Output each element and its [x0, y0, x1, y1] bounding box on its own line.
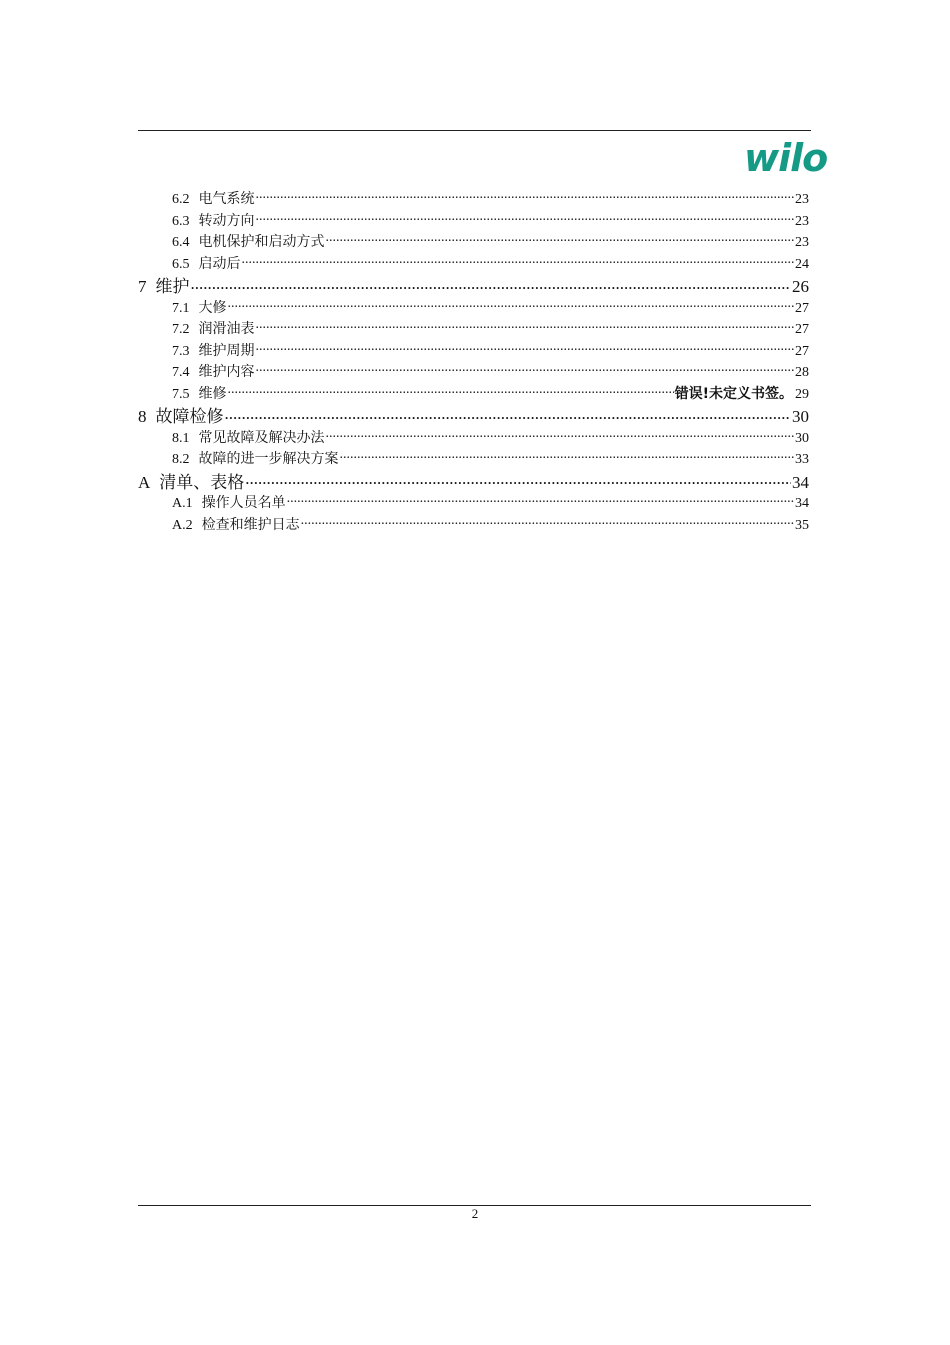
toc-entry-number: 6.2 [172, 192, 190, 207]
toc-entry-title: 维护内容 [198, 365, 255, 380]
toc-dot-leader [326, 428, 795, 442]
toc-section-entry[interactable] [138, 211, 809, 233]
toc-bookmark-error: 错误!未定义书签。 [674, 385, 793, 402]
toc-section-entry[interactable] [138, 319, 809, 341]
toc-entry-page: 30 [795, 430, 809, 446]
toc-entry-title: 维护 [155, 277, 190, 296]
page-number: 2 [471, 1206, 479, 1221]
toc-entry-title: 维修 [198, 386, 227, 402]
toc-section-entry[interactable] [138, 515, 809, 537]
toc-entry-number: 6.3 [172, 213, 190, 229]
toc-entry-title: 常见故障及解决办法 [198, 430, 325, 446]
toc-entry-title: 转动方向 [198, 213, 255, 229]
toc-entry-number: A.2 [172, 517, 193, 533]
toc-entry-page: 26 [792, 277, 809, 296]
toc-section-entry[interactable] [138, 254, 809, 276]
toc-section-entry[interactable] [138, 449, 809, 471]
toc-dot-leader [225, 405, 792, 422]
toc-section-entry[interactable] [138, 189, 809, 211]
toc-dot-leader [326, 232, 795, 246]
toc-dot-leader [301, 515, 794, 529]
toc-chapter-entry[interactable] [138, 405, 809, 428]
toc-dot-leader [242, 254, 795, 268]
toc-chapter-entry[interactable] [138, 471, 809, 494]
toc-entry-number: 7.2 [172, 322, 190, 337]
toc-entry-page: 27 [795, 322, 809, 337]
toc-dot-leader [191, 275, 792, 292]
toc-section-entry[interactable] [138, 493, 809, 515]
toc-entry-title: 大修 [198, 300, 227, 316]
toc-entry-number: 7.5 [172, 386, 190, 402]
toc-entry-page: 34 [792, 472, 809, 492]
toc-entry-number: 7 [138, 277, 147, 296]
toc-entry-page: 23 [795, 235, 809, 250]
toc-entry-page: 35 [795, 517, 809, 533]
toc-entry-number: A [138, 472, 151, 492]
toc-entry-title: 故障检修 [155, 407, 224, 426]
header-rule [138, 130, 811, 131]
toc-dot-leader [256, 211, 795, 225]
toc-entry-title: 操作人员名单 [201, 496, 286, 511]
toc-section-entry[interactable] [138, 298, 809, 320]
table-of-contents [138, 189, 809, 536]
toc-dot-leader [228, 298, 795, 312]
toc-dot-leader [245, 471, 791, 488]
toc-entry-title: 清单、表格 [159, 472, 245, 492]
toc-entry-title: 维护周期 [198, 343, 255, 359]
toc-dot-leader [256, 319, 795, 333]
toc-dot-leader [256, 189, 795, 203]
toc-entry-number: 8.2 [172, 452, 190, 467]
toc-entry-title: 润滑油表 [198, 322, 255, 337]
toc-entry-number: 7.3 [172, 343, 190, 359]
toc-entry-number: 8 [138, 407, 147, 426]
toc-entry-page: 24 [795, 256, 809, 272]
toc-entry-page: 30 [792, 407, 809, 426]
toc-section-entry[interactable] [138, 341, 809, 363]
toc-entry-number: 8.1 [172, 430, 190, 446]
toc-entry-page: 34 [795, 496, 809, 511]
toc-entry-page: 33 [795, 452, 809, 467]
toc-entry-number: 6.5 [172, 256, 190, 272]
toc-entry-title: 检查和维护日志 [201, 517, 300, 533]
toc-entry-page: 23 [795, 213, 809, 229]
toc-entry-title: 启动后 [198, 256, 241, 272]
toc-entry-page: 29 [795, 386, 809, 402]
toc-entry-page: 23 [795, 192, 809, 207]
toc-entry-number: 6.4 [172, 235, 190, 250]
toc-section-entry[interactable] [138, 362, 809, 384]
toc-entry-number: A.1 [172, 496, 193, 511]
toc-entry-number: 7.1 [172, 300, 190, 316]
toc-chapter-entry[interactable] [138, 275, 809, 298]
toc-section-entry[interactable] [138, 428, 809, 450]
toc-entry-title: 电气系统 [198, 192, 255, 207]
toc-entry-page: 27 [795, 300, 809, 316]
toc-dot-leader [287, 493, 794, 507]
toc-dot-leader [256, 341, 795, 355]
toc-entry-page: 27 [795, 343, 809, 359]
toc-entry-title: 电机保护和启动方式 [198, 235, 325, 250]
toc-dot-leader [340, 449, 795, 463]
toc-dot-leader [228, 384, 674, 398]
wilo-logo: wilo [744, 136, 828, 180]
toc-entry-page: 28 [795, 365, 809, 380]
toc-section-entry[interactable] [138, 384, 809, 406]
toc-dot-leader [256, 362, 795, 376]
toc-entry-number: 7.4 [172, 365, 190, 380]
toc-entry-title: 故障的进一步解决方案 [198, 452, 339, 467]
toc-section-entry[interactable] [138, 232, 809, 254]
